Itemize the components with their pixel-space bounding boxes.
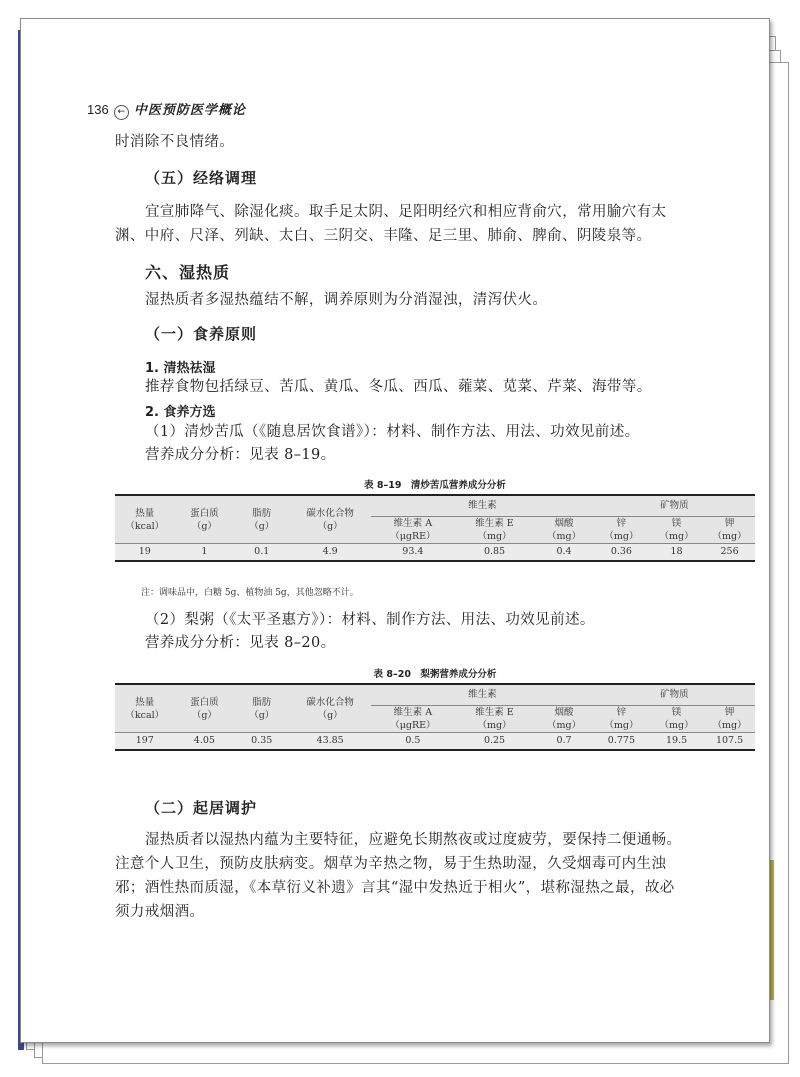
recipe-name: （2）梨粥（: [145, 612, 230, 628]
paragraph-text: 时消除不良情绪。: [115, 134, 235, 150]
recipe-line-2: [145, 611, 595, 629]
recipe-source: 《太平圣惠方》: [229, 612, 319, 628]
subheading-fangxuan: 2. 食养方选: [145, 405, 216, 420]
header-protein: 蛋白质 （g）: [175, 684, 235, 733]
paragraph-text: 湿热质者以湿热内蕴为主要特征，应避免长期熬夜或过度疲劳，要保持二便通畅。: [145, 832, 682, 848]
table-cell: 0.4: [534, 544, 594, 562]
header-fat: 脂肪 （g）: [234, 684, 289, 733]
header-carbohydrate: 碳水化合物 （g）: [289, 495, 371, 544]
table-cell: 0.25: [455, 733, 534, 751]
table-cell: 43.85: [289, 733, 371, 751]
table-cell: 4.05: [175, 733, 235, 751]
chapter-heading-shire: 六、湿热质: [145, 263, 231, 282]
header-niacin: 烟酸 （mg）: [534, 517, 594, 544]
recipe-name: （1）清炒苦瓜（: [145, 424, 259, 440]
header-carbohydrate: 碳水化合物 （g）: [289, 684, 371, 733]
table-row: [115, 733, 755, 751]
table-cell: 0.1: [234, 544, 289, 562]
subheading-qingre: 1. 清热祛湿: [145, 361, 216, 376]
header-group-mineral: 矿物质: [594, 684, 755, 706]
table-cell: 19.5: [649, 733, 704, 751]
table-cell: 0.5: [371, 733, 455, 751]
book-title: 中医预防医学概论: [133, 103, 246, 118]
table-cell: 197: [115, 733, 175, 751]
page-number: 136: [87, 102, 109, 117]
table-note: 注：调味品中，白糖 5g、植物油 5g，其他忽略不计。: [141, 588, 359, 598]
header-vitamin-e: 维生素 E （mg）: [455, 517, 534, 544]
paragraph-text: 邪；酒性热而质湿，《本草衍义补遗》言其“湿中发热近于相火”，堪称湿热之最，故必: [115, 880, 675, 896]
table-cell: 0.85: [455, 544, 534, 562]
table-cell: 0.36: [594, 544, 649, 562]
section-heading-qiju: （二）起居调护: [145, 799, 258, 817]
paragraph-text: 宜宣肺降气、除湿化痰。取手足太阴、足阳明经穴和相应背俞穴，常用腧穴有太: [145, 204, 667, 220]
section-heading-shiyang: （一）食养原则: [145, 325, 258, 343]
table-cell: 0.35: [234, 733, 289, 751]
table-cell: 4.9: [289, 544, 371, 562]
recipe-source: 《随息居饮食谱》: [258, 424, 364, 440]
table-cell: 107.5: [704, 733, 755, 751]
paragraph-text: 推荐食物包括绿豆、苦瓜、黄瓜、冬瓜、西瓜、蕹菜、苋菜、芹菜、海带等。: [145, 379, 652, 395]
header-energy: 热量 （kcal）: [115, 684, 175, 733]
table-cell: 1: [175, 544, 235, 562]
table-cell: 0.775: [594, 733, 649, 751]
table-cell: 18: [649, 544, 704, 562]
header-vitamin-e: 维生素 E （mg）: [455, 706, 534, 733]
arrow-left-circle-icon: ←: [114, 105, 129, 120]
recipe-desc: ）：材料、制作方法、用法、功效见前述。: [363, 424, 640, 440]
book-page: [20, 18, 770, 1043]
header-group-vitamin: 维生素: [371, 495, 594, 517]
header-potassium: 钾 （mg）: [704, 706, 755, 733]
table-caption: 表 8–20 梨粥营养成分分析: [373, 669, 497, 680]
header-group-mineral: 矿物质: [594, 495, 755, 517]
header-zinc: 锌 （mg）: [594, 706, 649, 733]
nutrition-table-1: [115, 494, 755, 562]
table-cell: 256: [704, 544, 755, 562]
paragraph-text: 渊、中府、尺泽、列缺、太白、三阴交、丰隆、足三里、肺俞、脾俞、阴陵泉等。: [115, 228, 652, 244]
header-energy: 热量 （kcal）: [115, 495, 175, 544]
header-protein: 蛋白质 （g）: [175, 495, 235, 544]
paragraph-text: 注意个人卫生，预防皮肤病变。烟草为辛热之物，易于生热助湿，久受烟毒可内生浊: [115, 856, 667, 872]
header-vitamin-a: 维生素 A （μgRE）: [371, 706, 455, 733]
header-group-vitamin: 维生素: [371, 684, 594, 706]
header-vitamin-a: 维生素 A （μgRE）: [371, 517, 455, 544]
table-row: [115, 544, 755, 562]
table-reference: 营养成分分析：见表 8–20。: [145, 635, 336, 651]
table-caption: 表 8–19 清炒苦瓜营养成分分析: [364, 480, 506, 491]
paragraph-text: 湿热质者多湿热蕴结不解，调养原则为分消湿浊，清泻伏火。: [145, 292, 548, 308]
running-header: [87, 99, 246, 120]
table-reference: 营养成分分析：见表 8–19。: [145, 447, 336, 463]
table-cell: 93.4: [371, 544, 455, 562]
recipe-line-1: [145, 423, 640, 441]
recipe-desc: ）：材料、制作方法、用法、功效见前述。: [318, 612, 595, 628]
section-heading-jingluo: （五）经络调理: [145, 169, 258, 187]
paragraph-text: 须力戒烟酒。: [115, 904, 205, 920]
header-niacin: 烟酸 （mg）: [534, 706, 594, 733]
header-potassium: 钾 （mg）: [704, 517, 755, 544]
table-cell: 19: [115, 544, 175, 562]
header-magnesium: 镁 （mg）: [649, 517, 704, 544]
table-cell: 0.7: [534, 733, 594, 751]
header-zinc: 锌 （mg）: [594, 517, 649, 544]
header-fat: 脂肪 （g）: [234, 495, 289, 544]
header-magnesium: 镁 （mg）: [649, 706, 704, 733]
nutrition-table-2: [115, 683, 755, 751]
